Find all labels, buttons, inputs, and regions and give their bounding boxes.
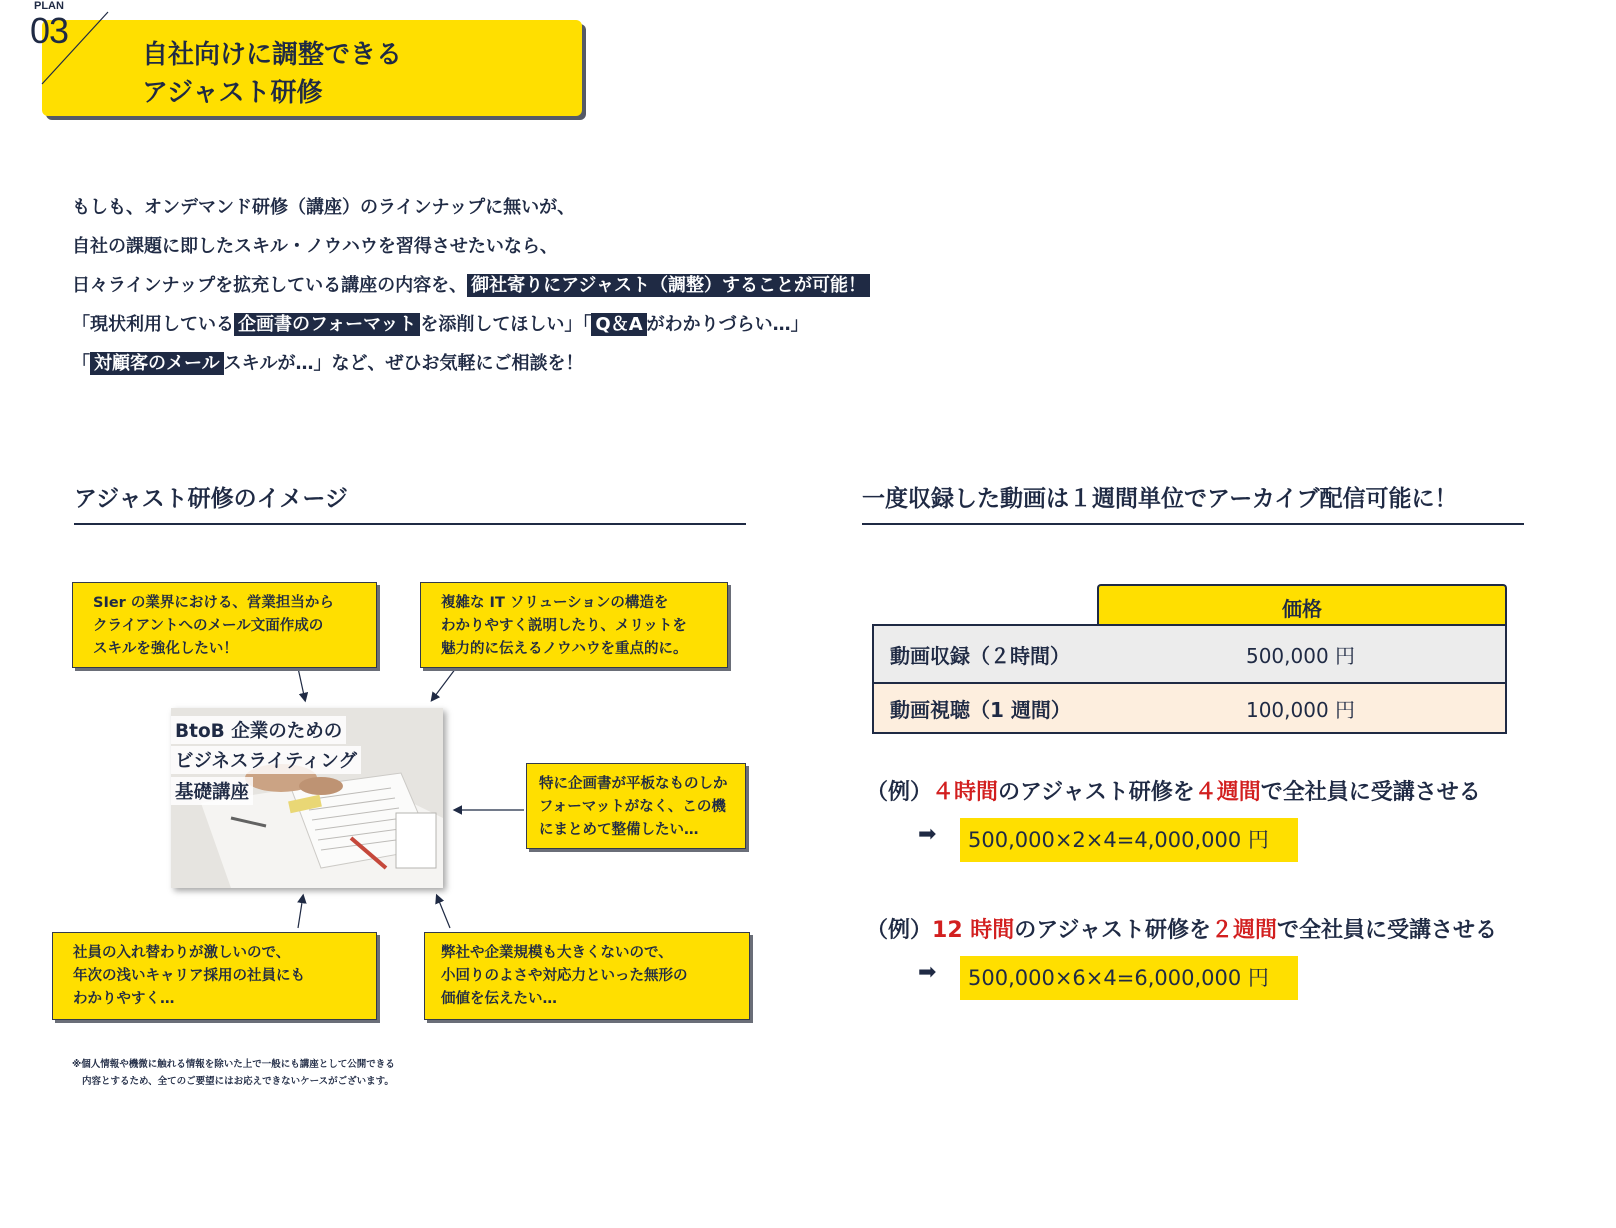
example-result: 500,000×2×4=4,000,000 円 xyxy=(960,818,1298,862)
course-title-tag: 基礎講座 xyxy=(171,777,253,805)
callout-text: にまとめて整備したい… xyxy=(539,822,699,838)
example-prefix: （例） xyxy=(866,780,933,805)
intro-text: スキルが…」など、ぜひお気軽にご相談を！ xyxy=(223,353,584,374)
intro-text: 自社の課題に即したスキル・ノウハウを習得させたいなら、 xyxy=(72,236,558,257)
callout-text: 社員の入れ替わりが激しいので、 xyxy=(73,945,291,961)
example-text: で全社員に受講させる xyxy=(1277,918,1498,943)
example-weeks: ２週間 xyxy=(1210,918,1277,943)
callout-text: SIer の業界における、営業担当から xyxy=(93,595,334,611)
callout-box xyxy=(52,932,377,1020)
intro-text: もしも、オンデマンド研修（講座）のラインナップに無いが、 xyxy=(72,197,576,218)
note-text: 内容とするため、全てのご要望にはお応えできないケースがございます。 xyxy=(82,1076,394,1087)
arrow-callout-5 xyxy=(437,896,450,928)
price-row-label: 動画収録（２時間） xyxy=(872,624,1098,684)
intro-text: がわかりづらい…」 xyxy=(646,314,809,335)
callout-text: 複雑な IT ソリューションの構造を xyxy=(441,595,669,611)
page-title-line2: アジャスト研修 xyxy=(142,78,323,108)
intro-text: を添削してほしい」「 xyxy=(420,314,592,335)
archive-section-title: 一度収録した動画は１週間単位でアーカイブ配信可能に！ xyxy=(862,480,1524,525)
adjust-image-section-title: アジャスト研修のイメージ xyxy=(74,480,746,525)
intro-highlight: 企画書のフォーマット xyxy=(234,313,420,336)
arrow-callout-4 xyxy=(298,896,303,928)
example-prefix: （例） xyxy=(866,918,933,943)
example-hours: 12 時間 xyxy=(932,918,1015,943)
callout-text: 特に企画書が平板なものしか xyxy=(539,776,728,792)
callout-text: スキルを強化したい！ xyxy=(93,641,238,657)
example-weeks: ４週間 xyxy=(1194,780,1261,805)
callout-text: 小回りのよさや対応力といった無形の xyxy=(441,968,688,984)
intro-highlight: Q＆A xyxy=(591,313,646,336)
callout-text: 価値を伝えたい… xyxy=(441,991,557,1007)
example-text: のアジャスト研修を xyxy=(1014,918,1211,943)
callout-text: フォーマットがなく、この機 xyxy=(539,799,726,815)
callout-text: 弊社や企業規模も大きくないので、 xyxy=(441,945,673,961)
callout-text: わかりやすく説明したり、メリットを xyxy=(441,618,687,634)
price-row-value: 500,000 円 xyxy=(1096,624,1507,684)
callout-text: わかりやすく… xyxy=(73,991,175,1007)
example-line xyxy=(866,913,1497,944)
disclaimer-note xyxy=(72,1056,395,1090)
arrow-callout-1 xyxy=(298,668,305,700)
course-title-tag: BtoB 企業のための xyxy=(171,716,346,744)
course-title-tag: ビジネスライティング xyxy=(171,746,361,774)
callout-text: クライアントへのメール文面作成の xyxy=(93,618,324,634)
intro-highlight: 御社寄りにアジャスト（調整）することが可能！ xyxy=(467,274,870,297)
example-hours: ４時間 xyxy=(932,780,999,805)
right-arrow-icon: ➡ xyxy=(918,822,937,847)
example-text: のアジャスト研修を xyxy=(998,780,1195,805)
intro-text: 日々ラインナップを拡充している講座の内容を、 xyxy=(72,275,468,296)
arrow-callout-2 xyxy=(432,668,456,700)
example-line xyxy=(866,775,1481,806)
callout-box xyxy=(420,582,728,668)
right-arrow-icon: ➡ xyxy=(918,960,937,985)
intro-text: 「 xyxy=(72,353,90,374)
callout-box xyxy=(72,582,377,668)
example-result: 500,000×6×4=6,000,000 円 xyxy=(960,956,1298,1000)
page-title-line1: 自社向けに調整できる xyxy=(142,40,403,70)
plan-number: 03 xyxy=(30,10,69,51)
price-row-label: 動画視聴（1 週間） xyxy=(872,682,1098,734)
intro-highlight: 対顧客のメール xyxy=(90,352,224,375)
example-text: で全社員に受講させる xyxy=(1260,780,1481,805)
plan-label: PLAN xyxy=(34,0,64,12)
course-thumbnail-image xyxy=(171,708,443,888)
intro-text: 「現状利用している xyxy=(72,314,234,335)
callout-text: 魅力的に伝えるノウハウを重点的に。 xyxy=(441,641,688,657)
callout-text: 年次の浅いキャリア採用の社員にも xyxy=(73,968,305,984)
callout-box xyxy=(424,932,750,1020)
callout-box xyxy=(526,763,746,849)
price-column-header: 価格 xyxy=(1097,584,1507,628)
note-text: ※個人情報や機微に触れる情報を除いた上で一般にも講座として公開できる xyxy=(72,1059,395,1070)
price-row-value: 100,000 円 xyxy=(1096,682,1507,734)
